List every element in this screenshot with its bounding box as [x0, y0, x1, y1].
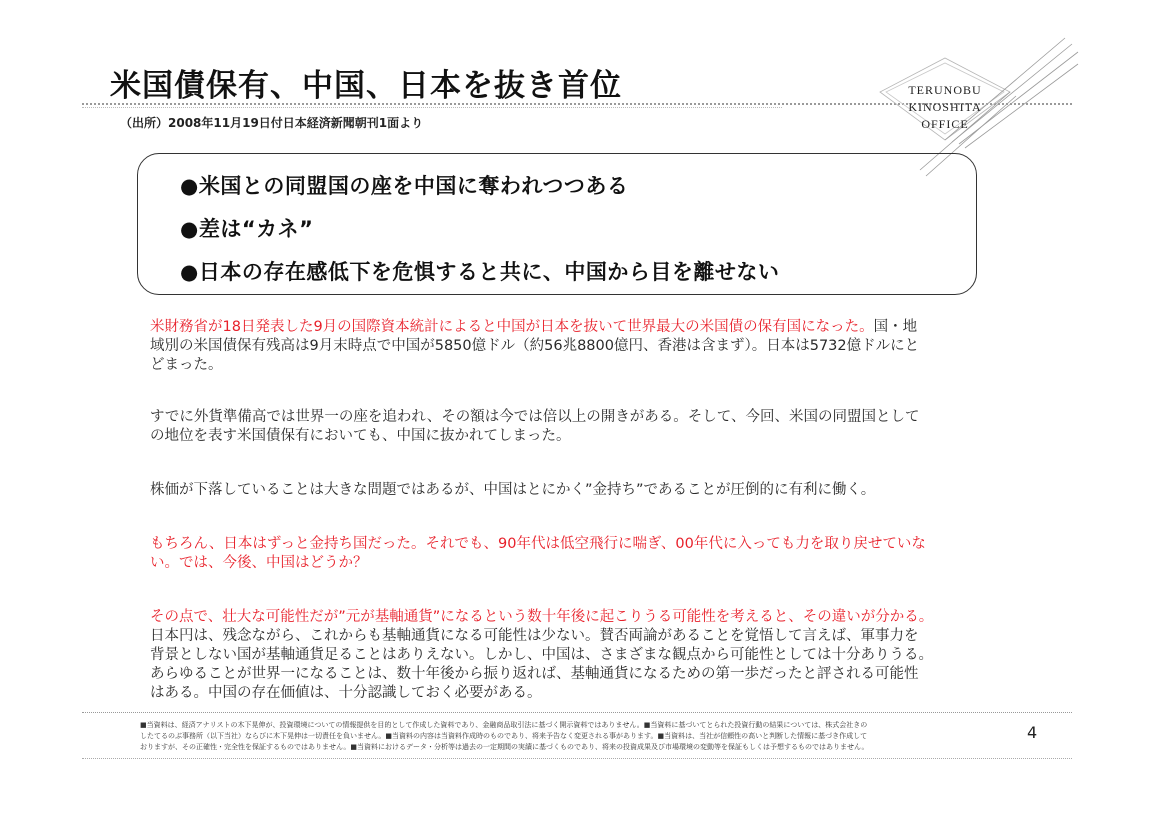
- paragraph-3: [150, 481, 875, 500]
- source-citation: （出所）2008年11月19日付日本経済新聞朝刊1面より: [120, 116, 424, 130]
- page-title: 米国債保有、中国、日本を抜き首位: [110, 68, 622, 104]
- paragraph-1-line3: どまった。: [150, 357, 223, 373]
- paragraph-5-line5: はある。中国の存在価値は、十分認識しておく必要がある。: [150, 685, 542, 701]
- paragraph-5-lead: その点で、壮大な可能性だが”元が基軸通貨”になるという数十年後に起こりうる可能性を考えると、その違いが分かる。: [150, 609, 934, 625]
- paragraph-5-line3: 背景としない国が基軸通貨足ることはありえない。しかし、中国は、さまざまな観点から可能性としては十分ありうる。: [150, 647, 933, 663]
- disclaimer-line-3: おりますが、その正確性・完全性を保証するものではありません。■当資料におけるデータ・分析等は過去の一定期間の実績に基づくものであり、将来の投資成果及び市場環境の変動等を保証もしくは予想するものではありません。: [140, 743, 869, 751]
- paragraph-5-line4: あらゆることが世界一になることは、数十年後から振り返れば、基軸通貨になるための第一歩だったと評される可能性: [150, 666, 919, 682]
- paragraph-1: [150, 318, 919, 375]
- logo-line-1: TERUNOBU: [908, 83, 982, 97]
- paragraph-5-line2: 日本円は、残念ながら、これからも基軸通貨になる可能性は少ない。賛否両論があることを覚悟して言えば、軍事力を: [150, 628, 919, 644]
- paragraph-2-line1: すでに外貨準備高では世界一の座を追われ、その額は今では倍以上の開きがある。そして、今回、米国の同盟国として: [150, 409, 920, 425]
- disclaimer: [140, 720, 1000, 753]
- paragraph-4: [150, 535, 926, 573]
- summary-item-2: ●差は“カネ”: [180, 217, 314, 241]
- paragraph-1-lead: 米財務省が18日発表した9月の国際資本統計によると中国が日本を抜いて世界最大の米国債の保有国になった。: [150, 319, 874, 335]
- bottom-divider: [82, 758, 1072, 759]
- paragraph-2-line2: の地位を表す米国債保有においても、中国に抜かれてしまった。: [150, 428, 571, 444]
- logo-line-3: OFFICE: [921, 117, 969, 131]
- paragraph-5: [150, 608, 933, 703]
- office-logo-text: [905, 82, 985, 133]
- paragraph-4-line2: い。では、今後、中国はどうか？: [150, 555, 368, 571]
- paragraph-1-line2: 域別の米国債保有残高は9月末時点で中国が5850億ドル（約56兆8800億円、香港は含まず）。日本は5732億ドルにと: [150, 338, 920, 354]
- logo-line-2: KINOSHITA: [908, 100, 982, 114]
- footer-divider: [82, 712, 1072, 713]
- paragraph-3-line1: 株価が下落していることは大きな問題ではあるが、中国はとにかく”金持ち”であることが圧倒的に有利に働く。: [150, 482, 876, 498]
- paragraph-1-line1-tail: 国・地: [873, 319, 918, 335]
- paragraph-2: [150, 408, 920, 446]
- disclaimer-line-2: したてるのぶ事務所（以下当社）ならびに木下晃伸は一切責任を負いません。■当資料の内容は当資料作成時のものであり、将来予告なく変更される事があります。■当資料は、当社が信頼性の高いと判断した情報に基づき作成して: [140, 732, 868, 740]
- title-divider-secondary: [82, 107, 782, 108]
- page-number: 4: [1027, 723, 1038, 742]
- summary-item-3: ●日本の存在感低下を危惧すると共に、中国から目を離せない: [180, 260, 780, 284]
- disclaimer-line-1: ■当資料は、経済アナリストの木下晃伸が、投資環境についての情報提供を目的として作成した資料であり、金融商品取引法に基づく開示資料ではありません。■当資料に基づいてとられた投資行動の結果については、株式会社きの: [140, 721, 868, 729]
- summary-item-1: ●米国との同盟国の座を中国に奪われつつある: [180, 174, 629, 198]
- paragraph-4-line1: もちろん、日本はずっと金持ち国だった。それでも、90年代は低空飛行に喘ぎ、00年代に入っても力を取り戻せていな: [150, 536, 926, 552]
